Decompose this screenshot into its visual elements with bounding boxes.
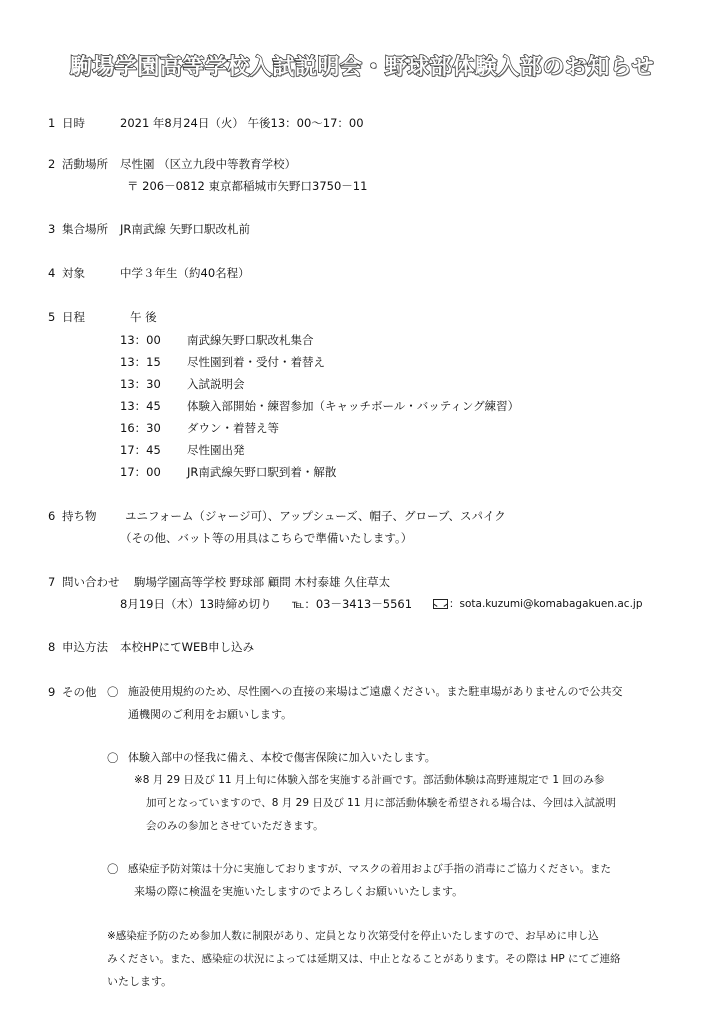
section-label-venue: 活動場所	[62, 157, 108, 171]
schedule-item: JR南武線矢野口駅到着・解散	[187, 465, 337, 479]
section-label-belongings: 持ち物	[62, 509, 97, 523]
notice-capacity: ※感染症予防のため参加人数に制限があり、定員となり次第受付を停止いたしますので、お早めに申し込	[107, 930, 599, 942]
schedule-time: 13：45	[120, 399, 161, 413]
notice-facility: 施設使用規約のため、尽性園への直接の来場はご遠慮ください。また駐車場がありませんので公共交	[128, 685, 623, 698]
contact-value: 駒場学園高等学校 野球部 顧問 木村泰雄 久住草太	[134, 575, 391, 589]
schedule-header: 午 後	[130, 310, 157, 324]
section-number: 8	[48, 640, 56, 654]
venue-address: 〒 206－0812 東京都稲城市矢野口3750－11	[127, 179, 368, 193]
section-label-meeting-place: 集合場所	[62, 222, 108, 236]
bullet-mark: 〇	[107, 862, 119, 876]
bullet-mark: 〇	[107, 685, 119, 699]
section-label-datetime: 日時	[62, 116, 85, 130]
belongings-note: （その他、バット等の用具はこちらで準備いたします。）	[120, 531, 413, 545]
venue-value: 尽性園 （区立九段中等教育学校）	[120, 157, 297, 171]
section-label-other: その他	[62, 685, 97, 699]
notice-trial-plan-cont: 加可となっていますので、8 月 29 日及び 11 月に部活動体験を希望される場合は、今回は入試説明	[146, 797, 616, 809]
section-label-schedule: 日程	[62, 310, 85, 324]
section-label-target: 対象	[62, 266, 85, 280]
meeting-place-value: JR南武線 矢野口駅改札前	[120, 222, 251, 236]
section-number: 1	[48, 116, 56, 130]
notice-capacity-end: いたします。	[107, 975, 173, 988]
section-number: 4	[48, 266, 56, 280]
notice-facility-cont: 通機関のご利用をお願いします。	[128, 708, 293, 721]
section-number: 6	[48, 509, 56, 523]
schedule-time: 13：15	[120, 355, 161, 369]
notice-trial-plan-end: 会のみの参加とさせていただきます。	[146, 820, 324, 832]
section-number: 2	[48, 157, 56, 171]
schedule-item: 尽性園到着・受付・着替え	[187, 355, 325, 369]
notice-infection: 感染症予防対策は十分に実施しておりますが、マスクの着用および手指の消毒にご協力ください。また	[128, 863, 611, 875]
schedule-time: 13：00	[120, 333, 161, 347]
target-value: 中学３年生（約40名程）	[120, 266, 250, 280]
schedule-item: 南武線矢野口駅改札集合	[187, 333, 314, 347]
datetime-value: 2021 年8月24日（火） 午後13：00～17：00	[120, 116, 364, 130]
contact-email: ：sota.kuzumi@komabagakuen.ac.jp	[449, 598, 643, 610]
section-number: 9	[48, 685, 56, 699]
schedule-item: 体験入部開始・練習参加（キャッチボール・バッティング練習）	[187, 399, 520, 413]
section-label-application: 申込方法	[62, 640, 108, 654]
section-number: 7	[48, 575, 56, 589]
application-value: 本校HPにてWEB申し込み	[120, 640, 255, 654]
schedule-time: 13：30	[120, 377, 161, 391]
belongings-value: ユニフォーム（ジャージ可）、アップシューズ、帽子、グローブ、スパイク	[125, 509, 506, 523]
mail-icon	[433, 599, 448, 609]
schedule-item: ダウン・着替え等	[187, 421, 279, 435]
contact-deadline: 8月19日（木）13時締め切り	[120, 597, 272, 611]
schedule-time: 17：00	[120, 465, 161, 479]
schedule-item: 尽性園出発	[187, 443, 245, 457]
section-number: 3	[48, 222, 56, 236]
notice-trial-plan: ※8 月 29 日及び 11 月上旬に体験入部を実施する計画です。部活動体験は高野連規定で 1 回のみ参	[134, 774, 605, 786]
section-number: 5	[48, 310, 56, 324]
notice-insurance: 体験入部中の怪我に備え、本校で傷害保険に加入いたします。	[128, 751, 436, 764]
schedule-time: 16：30	[120, 421, 161, 435]
page-title: 駒場学園高等学校入試説明会・野球部体験入部のお知らせ	[69, 55, 655, 80]
schedule-item: 入試説明会	[187, 377, 245, 391]
section-label-contact: 問い合わせ	[62, 575, 120, 589]
schedule-time: 17：45	[120, 443, 161, 457]
bullet-mark: 〇	[107, 751, 119, 765]
notice-capacity-cont: みください。また、感染症の状況によっては延期又は、中止となることがあります。その際は HP にてご連絡	[107, 953, 621, 965]
contact-phone: ℡：03－3413－5561	[292, 597, 413, 611]
notice-infection-cont: 来場の際に検温を実施いたしますのでよろしくお願いいたします。	[134, 885, 464, 898]
